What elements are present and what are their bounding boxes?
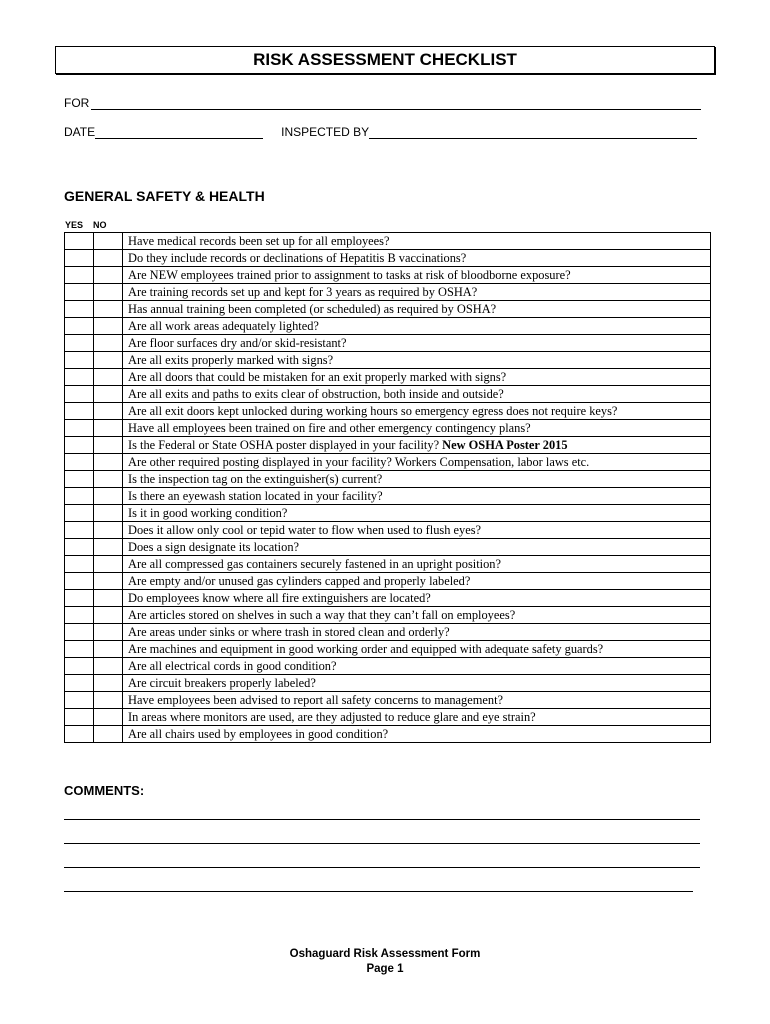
no-checkbox[interactable] [94,403,123,420]
checklist-row [65,624,711,641]
yes-checkbox[interactable] [65,437,94,454]
question-cell [123,403,711,420]
no-checkbox[interactable] [94,624,123,641]
question-text: In areas where monitors are used, are they adjusted to reduce glare and eye strain? [128,710,536,724]
checklist-row [65,301,711,318]
no-checkbox[interactable] [94,658,123,675]
question-cell [123,573,711,590]
question-text: Are all chairs used by employees in good condition? [128,727,389,741]
no-checkbox[interactable] [94,420,123,437]
question-text: Are circuit breakers properly labeled? [128,676,316,690]
question-cell [123,471,711,488]
question-cell [123,522,711,539]
date-field-row [64,125,697,139]
yes-checkbox[interactable] [65,250,94,267]
question-text: Have medical records been set up for all employees? [128,234,390,248]
question-cell [123,250,711,267]
no-checkbox[interactable] [94,369,123,386]
comments-title: COMMENTS: [64,783,145,798]
question-cell [123,284,711,301]
question-text: Are all work areas adequately lighted? [128,319,319,333]
yes-checkbox[interactable] [65,454,94,471]
yes-checkbox[interactable] [65,284,94,301]
question-cell [123,437,711,454]
question-cell [123,505,711,522]
footer-page-number: Page 1 [366,963,404,975]
question-text: Have employees been advised to report all safety concerns to management? [128,693,504,707]
yes-checkbox[interactable] [65,726,94,743]
yes-checkbox[interactable] [65,539,94,556]
question-text: Are all electrical cords in good condition? [128,659,337,673]
checklist-row [65,386,711,403]
no-checkbox[interactable] [94,250,123,267]
checklist-table [64,232,711,743]
checklist-row [65,267,711,284]
question-cell [123,539,711,556]
checklist-row [65,726,711,743]
checklist-row [65,454,711,471]
no-checkbox[interactable] [94,267,123,284]
no-checkbox[interactable] [94,386,123,403]
question-text: Are all exit doors kept unlocked during working hours so emergency egress does not require keys? [128,404,618,418]
question-text: Are all exits properly marked with signs? [128,353,334,367]
yes-checkbox[interactable] [65,522,94,539]
checklist-row [65,335,711,352]
yes-checkbox[interactable] [65,641,94,658]
question-text: Are all exits and paths to exits clear of obstruction, both inside and outside? [128,387,504,401]
yes-checkbox[interactable] [65,675,94,692]
no-checkbox[interactable] [94,692,123,709]
yes-checkbox[interactable] [65,386,94,403]
checklist-row [65,556,711,573]
yes-checkbox[interactable] [65,709,94,726]
question-text: Does it allow only cool or tepid water to flow when used to flush eyes? [128,523,482,537]
checklist-row [65,352,711,369]
inspected-by-input-line[interactable] [369,126,697,139]
question-text: Are all doors that could be mistaken for an exit properly marked with signs? [128,370,507,384]
question-cell [123,556,711,573]
no-checkbox[interactable] [94,590,123,607]
no-column-label: NO [93,220,107,230]
question-cell [123,692,711,709]
question-cell [123,675,711,692]
question-cell [123,709,711,726]
yes-checkbox[interactable] [65,403,94,420]
question-cell [123,233,711,250]
checklist-row [65,607,711,624]
yes-checkbox[interactable] [65,233,94,250]
yes-checkbox[interactable] [65,301,94,318]
yes-checkbox[interactable] [65,318,94,335]
checklist-row [65,641,711,658]
yes-checkbox[interactable] [65,471,94,488]
yes-checkbox[interactable] [65,505,94,522]
question-cell [123,658,711,675]
inspected-by-label: INSPECTED BY [281,125,370,139]
no-checkbox[interactable] [94,709,123,726]
no-checkbox[interactable] [94,522,123,539]
checklist-row [65,505,711,522]
no-checkbox[interactable] [94,488,123,505]
yes-checkbox[interactable] [65,488,94,505]
checklist-row [65,369,711,386]
checklist-row [65,488,711,505]
question-text: Are machines and equipment in good working order and equipped with adequate safety guards? [128,642,604,656]
question-cell [123,301,711,318]
question-text: Are training records set up and kept for 3 years as required by OSHA? [128,285,478,299]
question-cell [123,386,711,403]
question-cell [123,420,711,437]
for-label: FOR [64,96,90,110]
question-cell [123,726,711,743]
date-label: DATE [64,125,96,139]
question-text: Are areas under sinks or where trash in stored clean and orderly? [128,625,450,639]
for-input-line[interactable] [91,97,701,110]
checklist-row [65,522,711,539]
form-title-text: RISK ASSESSMENT CHECKLIST [253,50,517,69]
question-text: Are floor surfaces dry and/or skid-resistant? [128,336,347,350]
question-text: Are NEW employees trained prior to assignment to tasks at risk of bloodborne exposure? [128,268,571,282]
yes-column-label: YES [65,220,84,230]
yes-checkbox[interactable] [65,590,94,607]
no-checkbox[interactable] [94,454,123,471]
no-checkbox[interactable] [94,675,123,692]
yes-checkbox[interactable] [65,369,94,386]
no-checkbox[interactable] [94,573,123,590]
checklist-row [65,590,711,607]
date-input-line[interactable] [95,126,263,139]
comment-line[interactable] [64,843,700,844]
question-text: Does a sign designate its location? [128,540,300,554]
question-text: Do employees know where all fire extinguishers are located? [128,591,431,605]
for-field-row [64,96,701,110]
question-text: Are empty and/or unused gas cylinders capped and properly labeled? [128,574,471,588]
checklist-row [65,233,711,250]
yes-checkbox[interactable] [65,335,94,352]
checklist-row [65,709,711,726]
section-title: GENERAL SAFETY & HEALTH [64,188,265,204]
no-checkbox[interactable] [94,301,123,318]
comment-line[interactable] [64,819,700,820]
checklist-row [65,692,711,709]
question-text: Is there an eyewash station located in your facility? [128,489,383,503]
no-checkbox[interactable] [94,284,123,301]
question-text: Are other required posting displayed in your facility? Workers Compensation, labor laws etc. [128,455,590,469]
question-text: Do they include records or declinations of Hepatitis B vaccinations? [128,251,467,265]
checklist-row [65,437,711,454]
no-checkbox[interactable] [94,352,123,369]
question-cell [123,267,711,284]
checklist-row [65,539,711,556]
question-text: Has annual training been completed (or scheduled) as required by OSHA? [128,302,497,316]
checklist-row [65,675,711,692]
checklist-row [65,284,711,301]
question-text: Is it in good working condition? [128,506,288,520]
question-text: Is the inspection tag on the extinguisher(s) current? [128,472,383,486]
no-checkbox[interactable] [94,318,123,335]
question-cell [123,641,711,658]
no-checkbox[interactable] [94,505,123,522]
question-cell [123,454,711,471]
question-cell [123,590,711,607]
no-checkbox[interactable] [94,726,123,743]
question-cell [123,607,711,624]
yes-checkbox[interactable] [65,573,94,590]
checklist-row [65,403,711,420]
question-cell [123,369,711,386]
yes-checkbox[interactable] [65,624,94,641]
no-checkbox[interactable] [94,335,123,352]
no-checkbox[interactable] [94,607,123,624]
checklist-row [65,420,711,437]
checklist-row [65,471,711,488]
no-checkbox[interactable] [94,539,123,556]
question-text: Is the Federal or State OSHA poster displayed in your facility? [128,438,443,452]
question-cell [123,624,711,641]
yes-checkbox[interactable] [65,352,94,369]
footer-form-name: Oshaguard Risk Assessment Form [289,948,481,960]
question-cell [123,488,711,505]
comment-line[interactable] [64,891,693,892]
checklist-row [65,250,711,267]
no-checkbox[interactable] [94,233,123,250]
checklist-row [65,658,711,675]
yes-checkbox[interactable] [65,607,94,624]
no-checkbox[interactable] [94,556,123,573]
yes-checkbox[interactable] [65,420,94,437]
yes-checkbox[interactable] [65,267,94,284]
no-checkbox[interactable] [94,437,123,454]
checklist-row [65,573,711,590]
checklist-row [65,318,711,335]
form-title [55,46,715,74]
comment-line[interactable] [64,867,700,868]
question-cell [123,335,711,352]
no-checkbox[interactable] [94,641,123,658]
question-text: Have all employees been trained on fire and other emergency contingency plans? [128,421,531,435]
yes-checkbox[interactable] [65,556,94,573]
yes-checkbox[interactable] [65,692,94,709]
question-cell [123,318,711,335]
no-checkbox[interactable] [94,471,123,488]
question-cell [123,352,711,369]
question-highlight: New OSHA Poster 2015 [442,438,568,452]
yes-checkbox[interactable] [65,658,94,675]
question-text: Are articles stored on shelves in such a way that they can’t fall on employees? [128,608,516,622]
question-text: Are all compressed gas containers securely fastened in an upright position? [128,557,501,571]
